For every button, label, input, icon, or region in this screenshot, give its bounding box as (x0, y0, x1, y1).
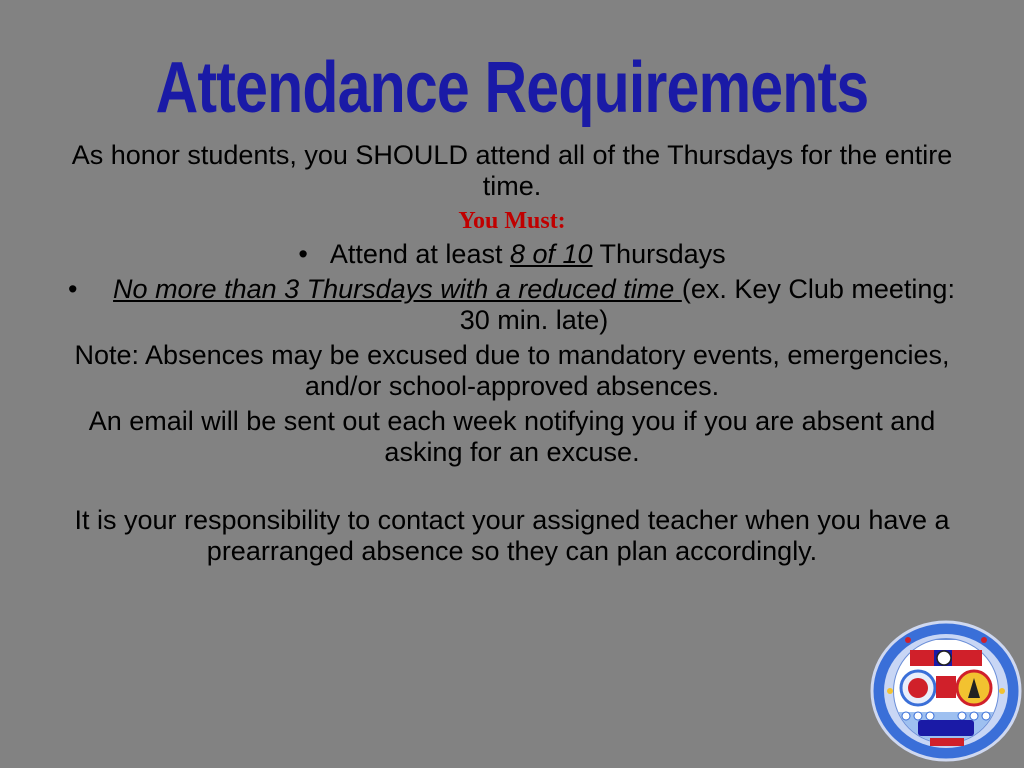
responsibility-text: It is your responsibility to contact your assigned teacher when you have a prearranged absence so they can plan accordingly. (74, 505, 950, 566)
bullet-item-reduced-time (60, 274, 964, 336)
adopt-a-teacher-logo-icon (870, 620, 1022, 762)
bullet-1-suffix: Thursdays (592, 239, 726, 269)
bullet-item-attendance (60, 239, 964, 270)
bullet-1-emphasis: 8 of 10 (509, 239, 593, 269)
slide-body (60, 140, 964, 567)
intro-text: As honor students, you SHOULD attend all of the Thursdays for the entire time. (71, 140, 953, 201)
slide-title: Attendance Requirements (155, 48, 869, 128)
bullet-2-emphasis: No more than 3 Thursdays with a reduced time (113, 274, 682, 304)
bullet-2-suffix: (ex. Key Club meeting: 30 min. late) (459, 274, 955, 335)
bullet-icon: • (68, 274, 78, 304)
email-text: An email will be sent out each week notifying you if you are absent and asking for an excuse. (88, 406, 936, 467)
bullet-1-prefix: Attend at least (329, 239, 510, 269)
bullet-icon: • (298, 239, 308, 269)
note-text: Note: Absences may be excused due to mandatory events, emergencies, and/or school-approved absences. (74, 340, 950, 401)
must-heading: You Must: (458, 208, 566, 234)
